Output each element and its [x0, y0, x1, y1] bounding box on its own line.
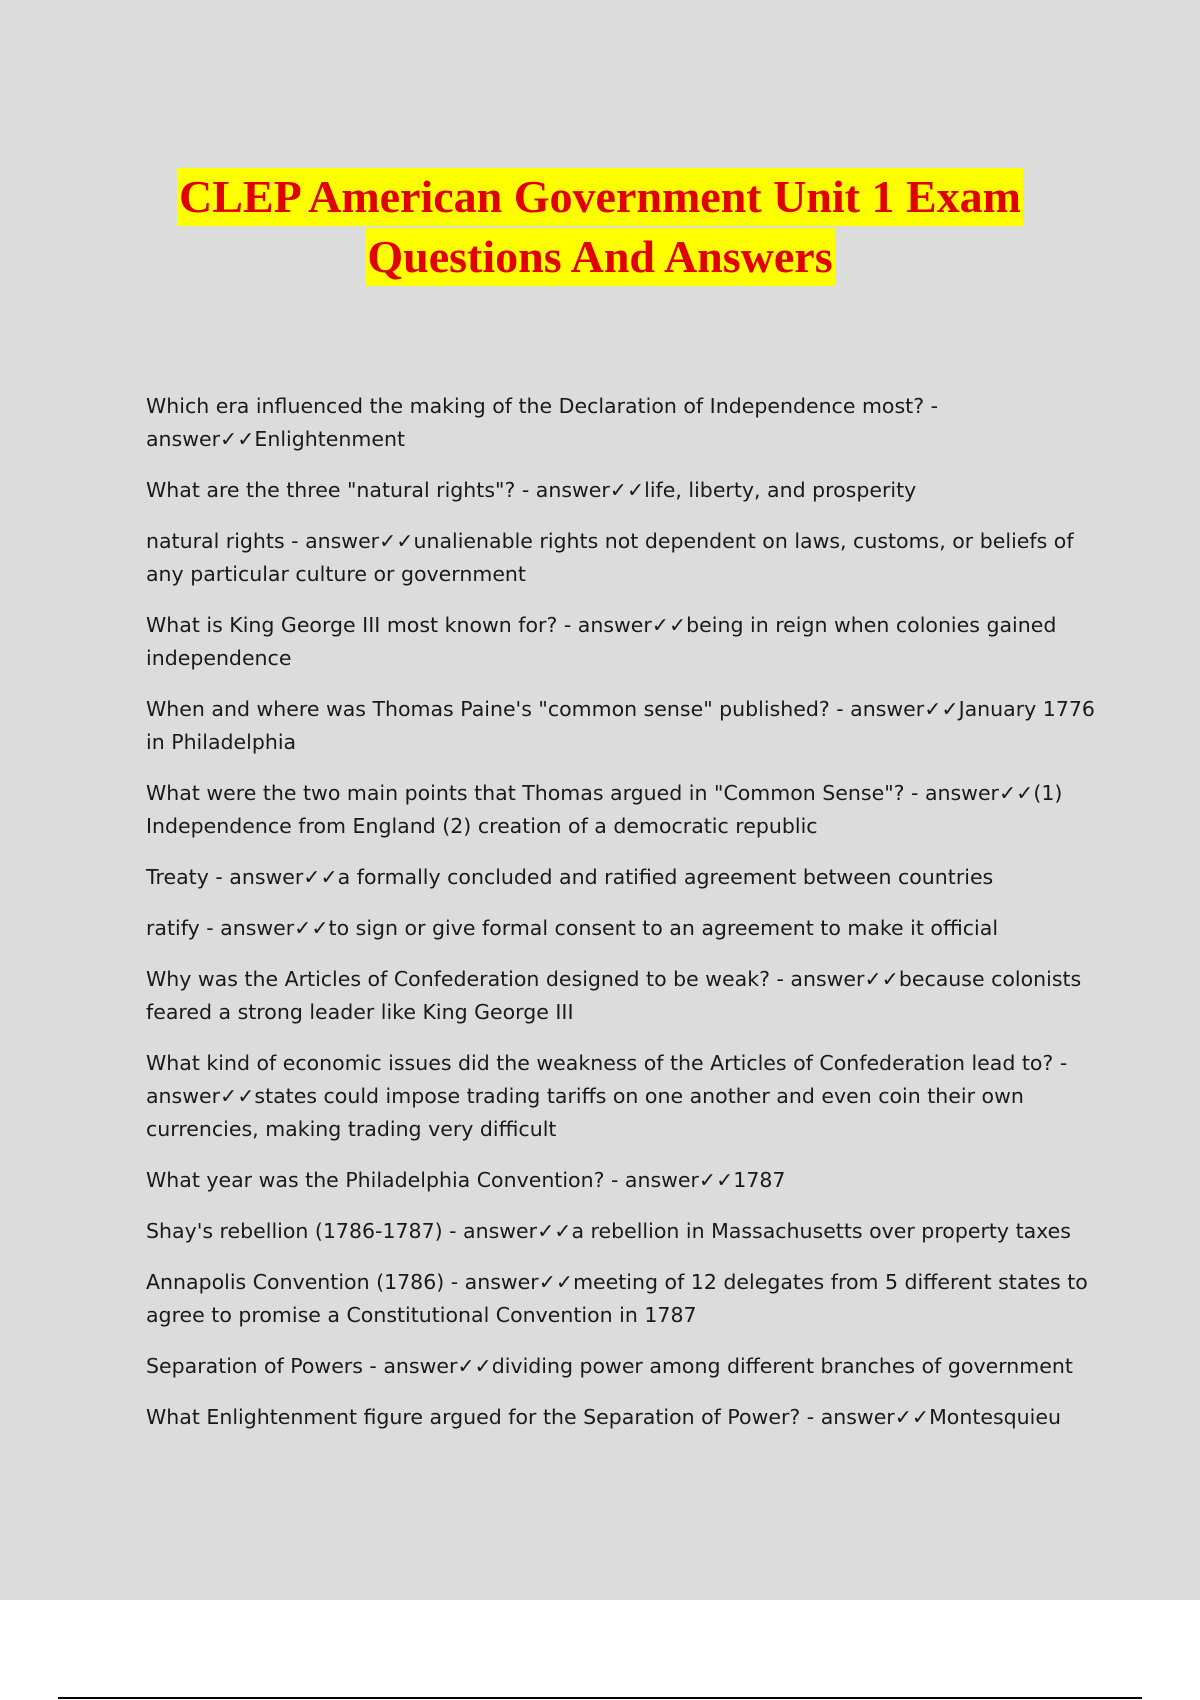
qa-item: Why was the Articles of Confederation designed to be weak? - answer✓✓because colonists feared a strong leader like King George III [146, 967, 1082, 1024]
qa-item: ratify - answer✓✓to sign or give formal consent to an agreement to make it official [146, 916, 999, 940]
qa-item: What Enlightenment figure argued for the Separation of Power? - answer✓✓Montesquieu [146, 1405, 1061, 1429]
qa-item: Treaty - answer✓✓a formally concluded and ratified agreement between countries [146, 865, 994, 889]
qa-item: What are the three "natural rights"? - answer✓✓life, liberty, and prosperity [146, 478, 917, 502]
document-title [0, 168, 1200, 288]
title-line-2: Questions And Answers [365, 228, 834, 286]
qa-item: What were the two main points that Thomas argued in "Common Sense"? - answer✓✓(1) Independence from England (2) creation of a democratic republic [146, 781, 1063, 838]
title-line-1: CLEP American Government Unit 1 Exam [177, 168, 1023, 226]
qa-list [146, 390, 1096, 1452]
qa-item: What is King George III most known for? - answer✓✓being in reign when colonies gained independence [146, 613, 1057, 670]
footer-divider [58, 1697, 1142, 1699]
qa-item: natural rights - answer✓✓unalienable rights not dependent on laws, customs, or beliefs of any particular culture or government [146, 529, 1074, 586]
qa-item: What year was the Philadelphia Convention? - answer✓✓1787 [146, 1168, 786, 1192]
qa-item: Annapolis Convention (1786) - answer✓✓meeting of 12 delegates from 5 different states to agree to promise a Constitutional Convention in 1787 [146, 1270, 1088, 1327]
qa-item: Which era influenced the making of the Declaration of Independence most? - answer✓✓Enlightenment [146, 394, 938, 451]
qa-item: Shay's rebellion (1786-1787) - answer✓✓a rebellion in Massachusetts over property taxes [146, 1219, 1071, 1243]
qa-item: When and where was Thomas Paine's "common sense" published? - answer✓✓January 1776 in Philadelphia [146, 697, 1095, 754]
qa-item: What kind of economic issues did the weakness of the Articles of Confederation lead to? - answer✓✓states could impose trading tariffs on one another and even coin their own currencies, making trading very difficult [146, 1051, 1068, 1141]
qa-item: Separation of Powers - answer✓✓dividing power among different branches of government [146, 1354, 1073, 1378]
